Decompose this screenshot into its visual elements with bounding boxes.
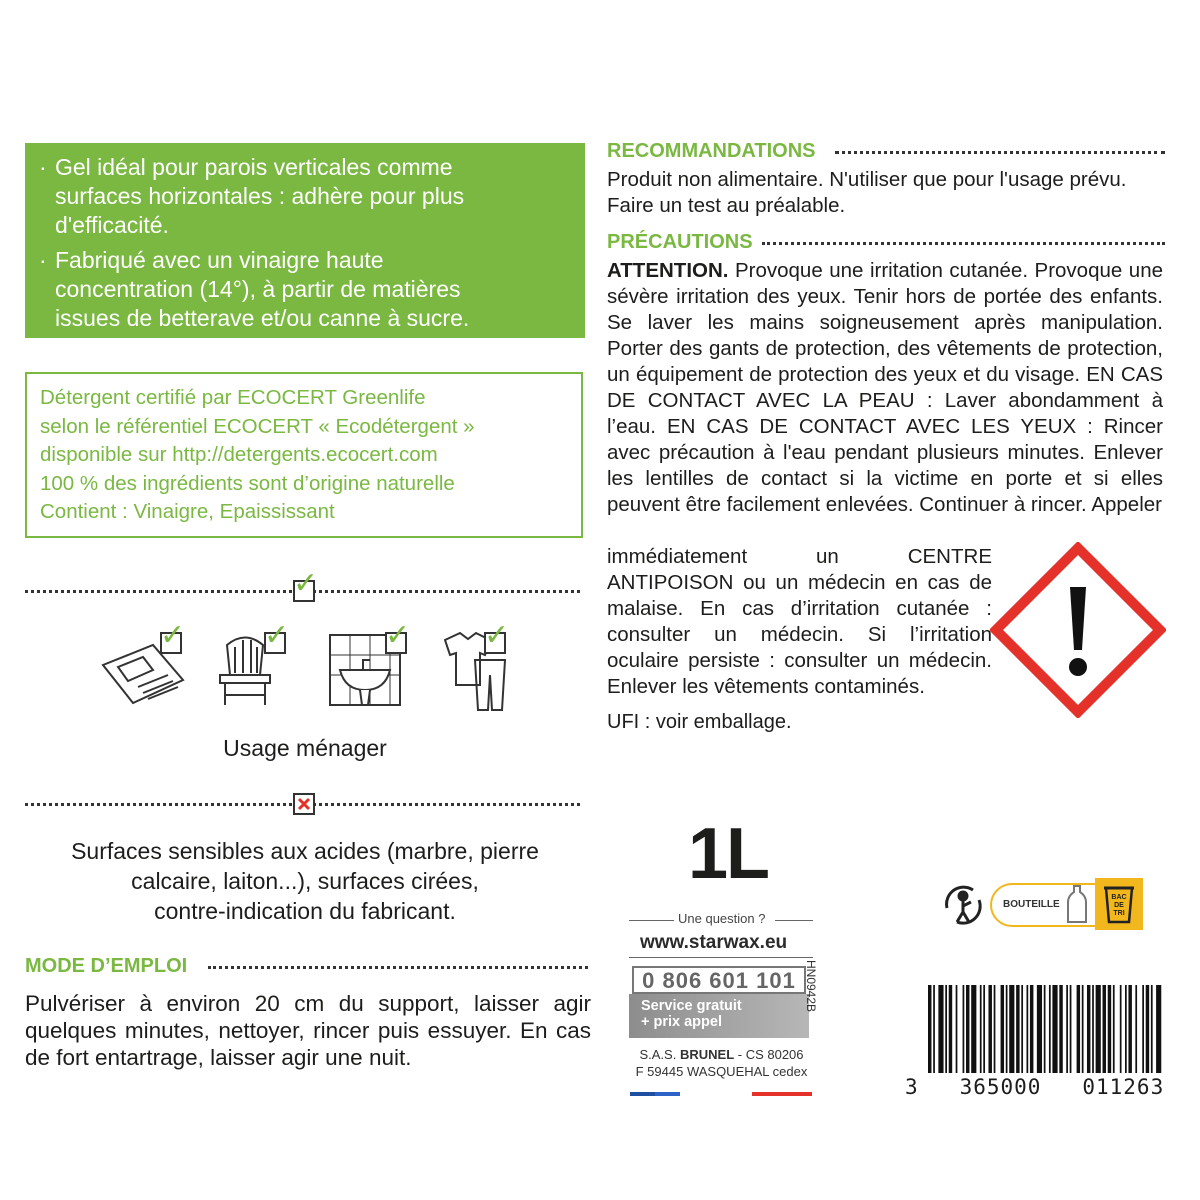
benefit-line: concentration (14°), à partir de matières xyxy=(55,276,461,302)
service-badge: Service gratuit + prix appel xyxy=(629,994,809,1038)
benefit-item: · Fabriqué avec un vinaigre haute concentration (14°), à partir de matières issues de betterave et/ou canne à sucre. xyxy=(39,247,470,331)
benefit-line: surfaces horizontales : adhère pour plus xyxy=(55,183,465,209)
barcode-number: 3 365000 011263 xyxy=(905,1075,1165,1099)
benefit-line: Gel idéal pour parois verticales comme xyxy=(55,154,453,180)
check-icon: ✓ xyxy=(484,619,510,652)
benefit-line: issues de betterave et/ou canne à sucre. xyxy=(55,305,470,331)
cross-icon xyxy=(296,796,312,812)
bottle-icon xyxy=(1066,884,1088,926)
restricted-surfaces: Surfaces sensibles aux acides (marbre, pierre calcaire, laiton...), surfaces cirées, contre-indication du fabricant. xyxy=(71,838,539,924)
cert-line: Contient : Vinaigre, Epaississant xyxy=(40,500,335,523)
check-icon: ✓ xyxy=(385,619,411,652)
check-icon: ✓ xyxy=(160,619,186,652)
benefits-box xyxy=(25,143,585,338)
lot-number: HN0942B xyxy=(804,960,818,1013)
volume-label: 1L xyxy=(688,814,769,894)
precautions-text: ATTENTION. Provoque une irritation cutanée. Provoque une sévère irritation des yeux. Tenir hors de portée des enfants. Se laver les mains soigneusement après manipulation. Porter des gants de protection, des vêtements de protection, un équipement de protection des yeux et du visage. EN CAS DE CONTACT AVEC LA PEAU : Laver abondamment à l’eau. EN CAS DE CONTACT AVEC LES YEUX : Rincer avec précaution à l'eau pendant plusieurs minutes. Enlever les lentilles de contact si la victime en porte et si elles peuvent être facilement enlevées. Continuer à rincer. Appeler xyxy=(607,259,1163,516)
cert-line: Détergent certifié par ECOCERT Greenlife xyxy=(40,386,426,409)
mode-emploi-title: MODE D’EMPLOI xyxy=(25,955,188,977)
usage-label: Usage ménager xyxy=(223,735,387,761)
mode-emploi-text: Pulvériser à environ 20 cm du support, laisser agir quelques minutes, nettoyer, rincer puis essuyer. En cas de fort entartrage, laisser agir une nuit. xyxy=(25,991,591,1070)
flag-red-bar xyxy=(752,1092,812,1096)
company-address: S.A.S. BRUNEL - CS 80206 F 59445 WASQUEHAL cedex xyxy=(635,1047,808,1079)
cert-line: 100 % des ingrédients sont d’origine naturelle xyxy=(40,471,455,495)
check-icon: ✓ xyxy=(293,567,319,600)
benefit-line: Fabriqué avec un vinaigre haute xyxy=(55,247,384,273)
certification-box xyxy=(25,372,583,538)
bottle-label: BOUTEILLE xyxy=(1003,899,1060,910)
recommandations-text: Produit non alimentaire. N'utiliser que pour l'usage prévu. Faire un test au préalable. xyxy=(607,168,1127,217)
website-link[interactable]: www.starwax.eu xyxy=(640,932,788,953)
garden-chair-icon xyxy=(215,619,305,715)
flag-blue-bar xyxy=(630,1092,655,1096)
barcode xyxy=(928,985,1163,1073)
cert-line: selon le référentiel ECOCERT « Ecodétergent » xyxy=(40,414,475,438)
ufi-text: UFI : voir emballage. xyxy=(607,711,792,733)
precautions-text-continued: immédiatement un CENTRE ANTIPOISON ou un médecin en cas de malaise. En cas d’irritation cutanée : consulter un médecin. Si l’irritation oculaire persiste : consulter un médecin. Enlever les vêtements contaminés. xyxy=(607,545,992,698)
hazard-exclamation-icon xyxy=(990,542,1166,718)
triman-recycling-icon xyxy=(937,878,989,930)
sorting-bin-label: BAC DE TRI xyxy=(1111,894,1127,917)
precautions-title: PRÉCAUTIONS xyxy=(607,231,753,253)
question-label: Une question ? xyxy=(678,911,766,926)
benefit-item: · Gel idéal pour parois verticales comme surfaces horizontales : adhère pour plus d'efficacité. xyxy=(39,154,465,238)
cert-line: disponible sur http://detergents.ecocert.com xyxy=(40,443,438,466)
check-icon: ✓ xyxy=(264,619,290,652)
phone-number[interactable]: 0 806 601 101 xyxy=(632,966,806,994)
recommandations-title: RECOMMANDATIONS xyxy=(607,140,816,162)
benefit-line: d'efficacité. xyxy=(55,212,169,238)
